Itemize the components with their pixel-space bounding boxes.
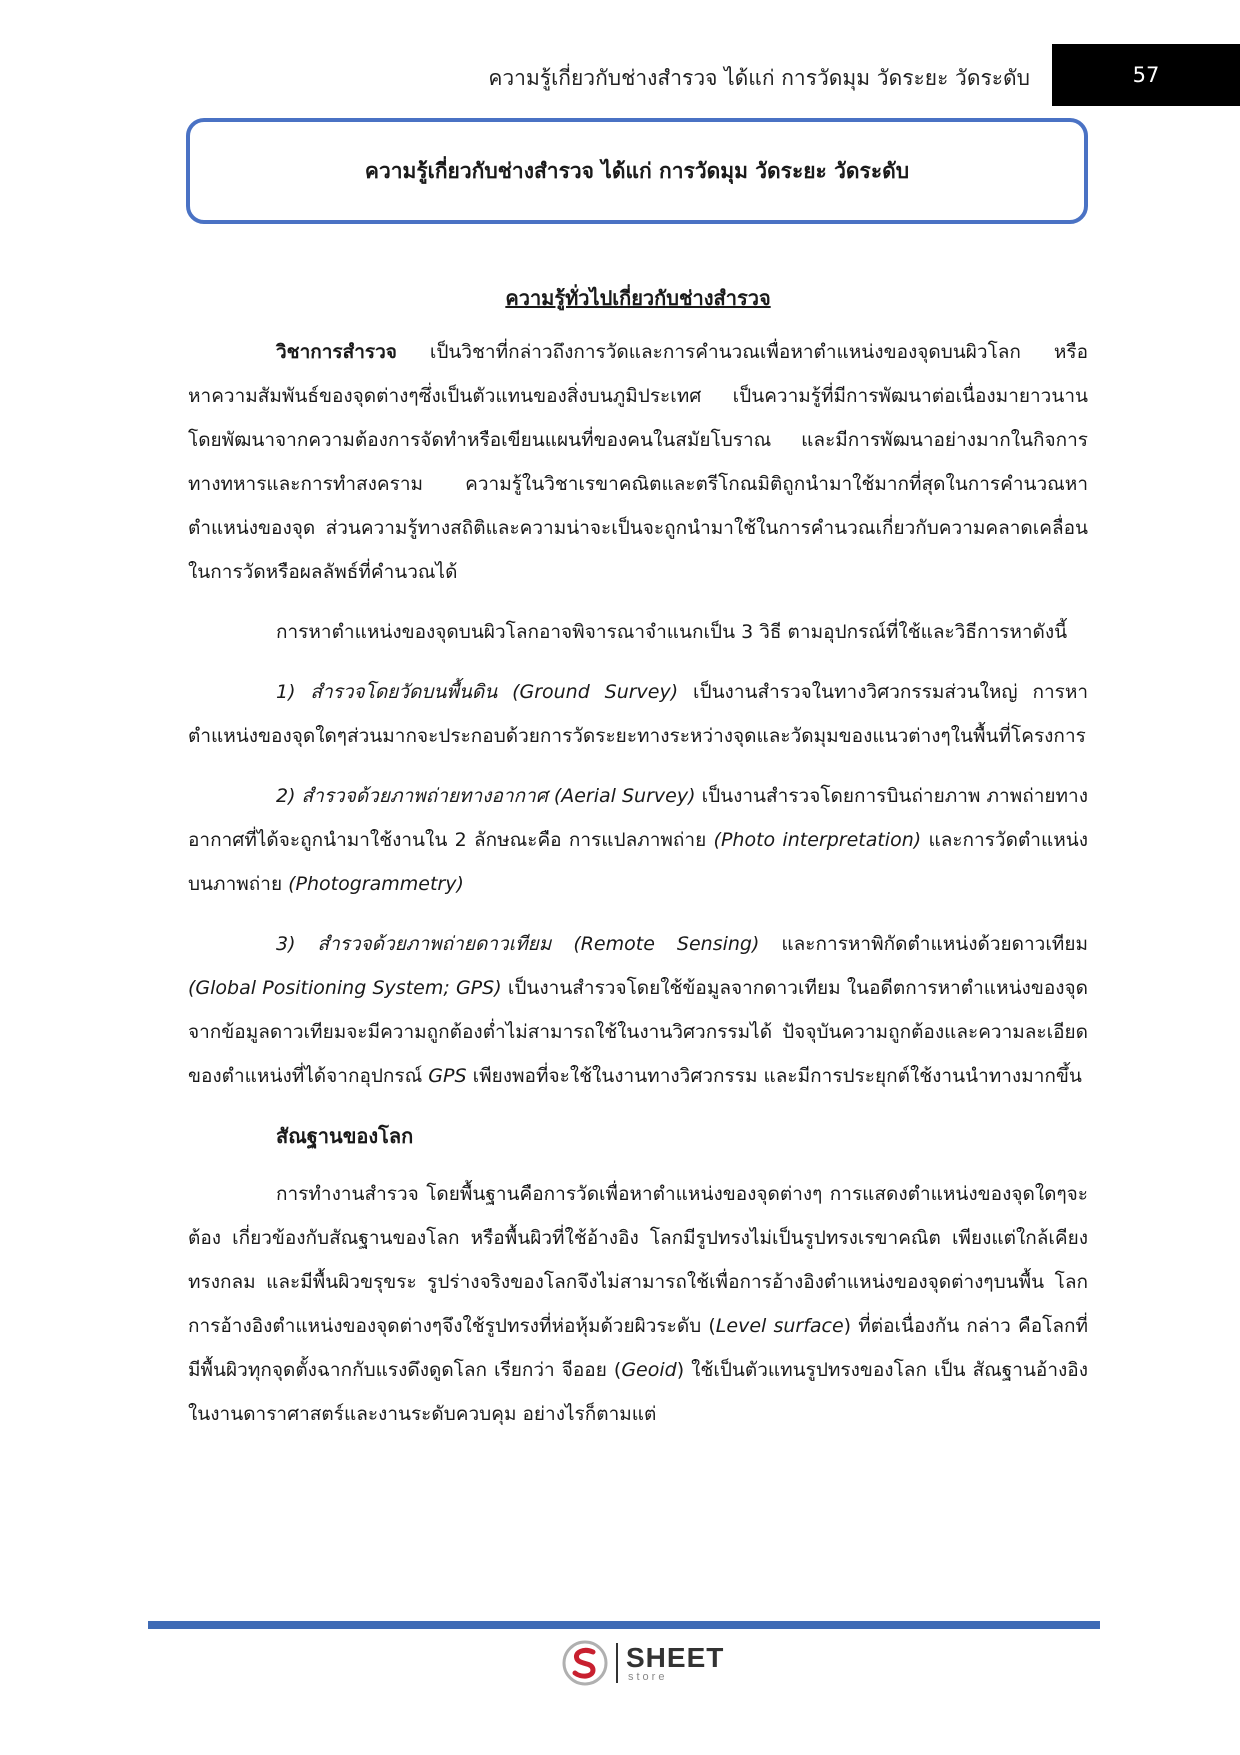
title-box xyxy=(186,118,1088,224)
paragraph-1-text: เป็นวิชาที่กล่าวถึงการวัดและการคำนวณเพื่อหาตำแหน่งของจุดบนผิวโลก หรือหาความสัมพันธ์ของจุดต่างๆซึ่งเป็นตัวแทนของสิ่งบนภูมิประเทศ เป็นความรู้ที่มีการพัฒนาต่อเนื่องมายาวนาน โดยพัฒนาจากความต้องการจัดทำหรือเขียนแผนที่ของคนในสมัยโบราณ และมีการพัฒนาอย่างมากในกิจการทางทหารและการทำสงคราม ความรู้ในวิชาเรขาคณิตและตรีโกณมิติถูกนำมาใช้มากที่สุดในการคำนวณหาตำแหน่งของจุด ส่วนความรู้ทางสถิติและความน่าจะเป็นจะถูกนำมาใช้ในการคำนวณเกี่ยวกับความคลาดเคลื่อนในการวัดหรือผลลัพธ์ที่คำนวณได้ xyxy=(188,341,1088,583)
page-number-text: 57 xyxy=(1132,63,1160,87)
running-header: ความรู้เกี่ยวกับช่างสำรวจ ได้แก่ การวัดมุม วัดระยะ วัดระดับ xyxy=(488,66,1030,90)
subheading: สัณฐานของโลก xyxy=(276,1124,414,1148)
paragraph-5-italic-b: (Global Positioning System; GPS) xyxy=(188,977,502,999)
paragraph-5-text-c: เพียงพอที่จะใช้ในงานทางวิศวกรรม และมีการประยุกต์ใช้งานนำทางมากขึ้น xyxy=(466,1065,1082,1087)
paragraph-4-italic-b: (Photo interpretation) xyxy=(713,829,922,851)
paragraph-5-italic-a: 3) สำรวจด้วยภาพถ่ายดาวเทียม (Remote Sensing) xyxy=(276,933,760,955)
logo-divider xyxy=(616,1643,618,1683)
paragraph-3-text: เป็นงานสำรวจในทางวิศวกรรมส่วนใหญ่ การหาตำแหน่งของจุดใดๆส่วนมากจะประกอบด้วยการวัดระยะทางระหว่างจุดและวัดมุมของแนวต่างๆในพื้นที่โครงการ xyxy=(188,681,1089,747)
document-body xyxy=(188,276,1088,1452)
paragraph-1-bold: วิชาการสำรวจ xyxy=(276,341,397,363)
paragraph-3 xyxy=(188,670,1088,758)
paragraph-6-italic-b: Geoid xyxy=(621,1359,677,1381)
page-number xyxy=(1052,44,1240,106)
paragraph-4-italic-c: (Photogrammetry) xyxy=(288,873,464,895)
paragraph-5-text-b: เป็นงานสำรวจโดยใช้ข้อมูลจากดาวเทียม ในอดีตการหาตำแหน่งของจุดจากข้อมูลดาวเทียมจะมีความถูกต้องต่ำไม่สามารถใช้ในงานวิศวกรรมได้ ปัจจุบันความถูกต้องและความละเอียดของตำแหน่งที่ได้จากอุปกรณ์ xyxy=(188,977,1088,1087)
paragraph-5-text-a: และการหาพิกัดตำแหน่งด้วยดาวเทียม xyxy=(759,933,1088,955)
paragraph-6-text-c: ) ใช้เป็นตัวแทนรูปทรงของโลก เป็น สัณฐานอ้างอิงในงานดาราศาสตร์และงานระดับควบคุม อย่างไรก็ตามแต่ xyxy=(188,1359,1088,1425)
paragraph-5-italic-c: GPS xyxy=(428,1065,467,1087)
paragraph-1 xyxy=(188,330,1088,594)
section-heading: ความรู้ทั่วไปเกี่ยวกับช่างสำรวจ xyxy=(505,286,771,310)
footer-divider xyxy=(148,1621,1100,1629)
paragraph-4-text-b: และการวัดตำแหน่งบนภาพถ่าย xyxy=(188,829,1088,895)
logo-text xyxy=(626,1641,725,1683)
sheet-store-logo-icon xyxy=(562,1640,608,1686)
paragraph-3-italic: 1) สำรวจโดยวัดบนพื้นดิน (Ground Survey) xyxy=(276,681,679,703)
paragraph-4-italic-a: 2) สำรวจด้วยภาพถ่ายทางอากาศ (Aerial Survey) xyxy=(276,785,696,807)
sheet-store-logo xyxy=(562,1638,724,1688)
paragraph-6-text-b: ) ที่ต่อเนื่องกัน กล่าว คือโลกที่มีพื้นผิวทุกจุดตั้งฉากกับแรงดึงดูดโลก เรียกว่า จีออย ( xyxy=(188,1315,1088,1381)
paragraph-6 xyxy=(188,1172,1088,1436)
paragraph-6-text-a: การทำงานสำรวจ โดยพื้นฐานคือการวัดเพื่อหาตำแหน่งของจุดต่างๆ การแสดงตำแหน่งของจุดใดๆจะต้อง เกี่ยวข้องกับสัณฐานของโลก หรือพื้นผิวที่ใช้อ้างอิง โลกมีรูปทรงไม่เป็นรูปทรงเรขาคณิต เพียงแต่ใกล้เคียง ทรงกลม และมีพื้นผิวขรุขระ รูปร่างจริงของโลกจึงไม่สามารถใช้เพื่อการอ้างอิงตำแหน่งของจุดต่างๆบนพื้น โลก การอ้างอิงตำแหน่งของจุดต่างๆจึงใช้รูปทรงที่ห่อหุ้มด้วยผิวระดับ ( xyxy=(188,1183,1088,1337)
logo-text-main: SHEET xyxy=(626,1641,725,1673)
paragraph-2: การหาตำแหน่งของจุดบนผิวโลกอาจพิจารณาจำแนกเป็น 3 วิธี ตามอุปกรณ์ที่ใช้และวิธีการหาดังนี้ xyxy=(276,621,1068,643)
paragraph-5 xyxy=(188,922,1088,1098)
paragraph-6-italic-a: Level surface xyxy=(715,1315,844,1337)
paragraph-4-text-a: เป็นงานสำรวจโดยการบินถ่ายภาพ ภาพถ่ายทางอากาศที่ได้จะถูกนำมาใช้งานใน 2 ลักษณะคือ การแปลภาพถ่าย xyxy=(188,785,1088,851)
logo-text-sub: store xyxy=(628,1670,668,1683)
page-title: ความรู้เกี่ยวกับช่างสำรวจ ได้แก่ การวัดมุม วัดระยะ วัดระดับ xyxy=(364,158,910,183)
paragraph-4 xyxy=(188,774,1088,906)
